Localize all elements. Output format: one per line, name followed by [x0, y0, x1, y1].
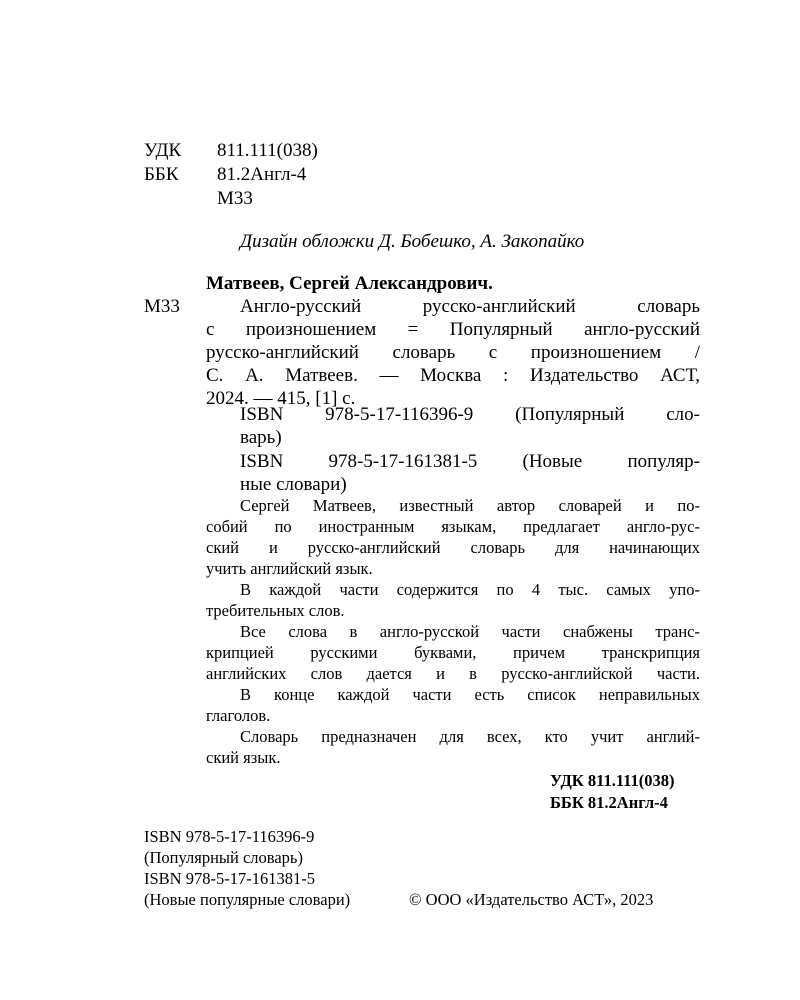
annotation-line: крипцией русскими буквами, причем транскрипция: [206, 643, 700, 662]
isbn-2-line: ISBN 978-5-17-161381-5 (Новые популяр-: [240, 451, 700, 472]
title-line: с произношением = Популярный англо-русский: [206, 319, 700, 340]
footer-isbn-line: (Новые популярные словари): [144, 890, 351, 909]
annotation-line: требительных слов.: [206, 601, 345, 620]
annotation-line: английских слов дается и в русско-английской части.: [206, 664, 700, 683]
copyright-notice: © ООО «Издательство АСТ», 2023: [409, 890, 654, 909]
footer-isbn-line: (Популярный словарь): [144, 848, 303, 867]
annotation-line: Сергей Матвеев, известный автор словарей и по-: [240, 496, 700, 515]
footer-isbn-line: ISBN 978-5-17-116396-9: [144, 827, 315, 846]
title-line: С. А. Матвеев. — Москва : Издательство АСТ,: [206, 365, 700, 386]
udk-value: 811.111(038): [217, 140, 318, 161]
bbk-label: ББК: [144, 164, 179, 185]
annotation-line: ский язык.: [206, 748, 281, 767]
title-line: русско-английский словарь с произношением /: [206, 342, 700, 363]
cover-design-credit: Дизайн обложки Д. Бобешко, А. Закопайко: [240, 231, 585, 252]
isbn-1-line: ISBN 978-5-17-116396-9 (Популярный сло-: [240, 404, 700, 425]
isbn-2-line: ные словари): [240, 474, 347, 495]
annotation-line: В конце каждой части есть список неправильных: [240, 685, 700, 704]
classification-udk: УДК 811.111(038): [550, 771, 675, 790]
annotation-line: собий по иностранным языкам, предлагает англо-рус-: [206, 517, 700, 536]
annotation-line: Все слова в англо-русской части снабжены транс-: [240, 622, 700, 641]
udk-label: УДК: [144, 140, 182, 161]
annotation-line: В каждой части содержится по 4 тыс. самых упо-: [240, 580, 700, 599]
footer-isbn-line: ISBN 978-5-17-161381-5: [144, 869, 315, 888]
annotation-line: глаголов.: [206, 706, 271, 725]
author-heading: Матвеев, Сергей Александрович.: [206, 273, 493, 294]
annotation-line: учить английский язык.: [206, 559, 373, 578]
annotation-line: ский и русско-английский словарь для начинающих: [206, 538, 700, 557]
title-line: Англо-русский русско-английский словарь: [240, 296, 700, 317]
isbn-1-line: варь): [240, 427, 282, 448]
title-line: 2024. — 415, [1] с.: [206, 388, 356, 409]
annotation-line: Словарь предназначен для всех, кто учит англий-: [240, 727, 700, 746]
entry-mark: М33: [144, 296, 180, 317]
classification-bbk: ББК 81.2Англ-4: [550, 793, 668, 812]
author-mark: М33: [217, 188, 253, 209]
bbk-value: 81.2Англ-4: [217, 164, 307, 185]
